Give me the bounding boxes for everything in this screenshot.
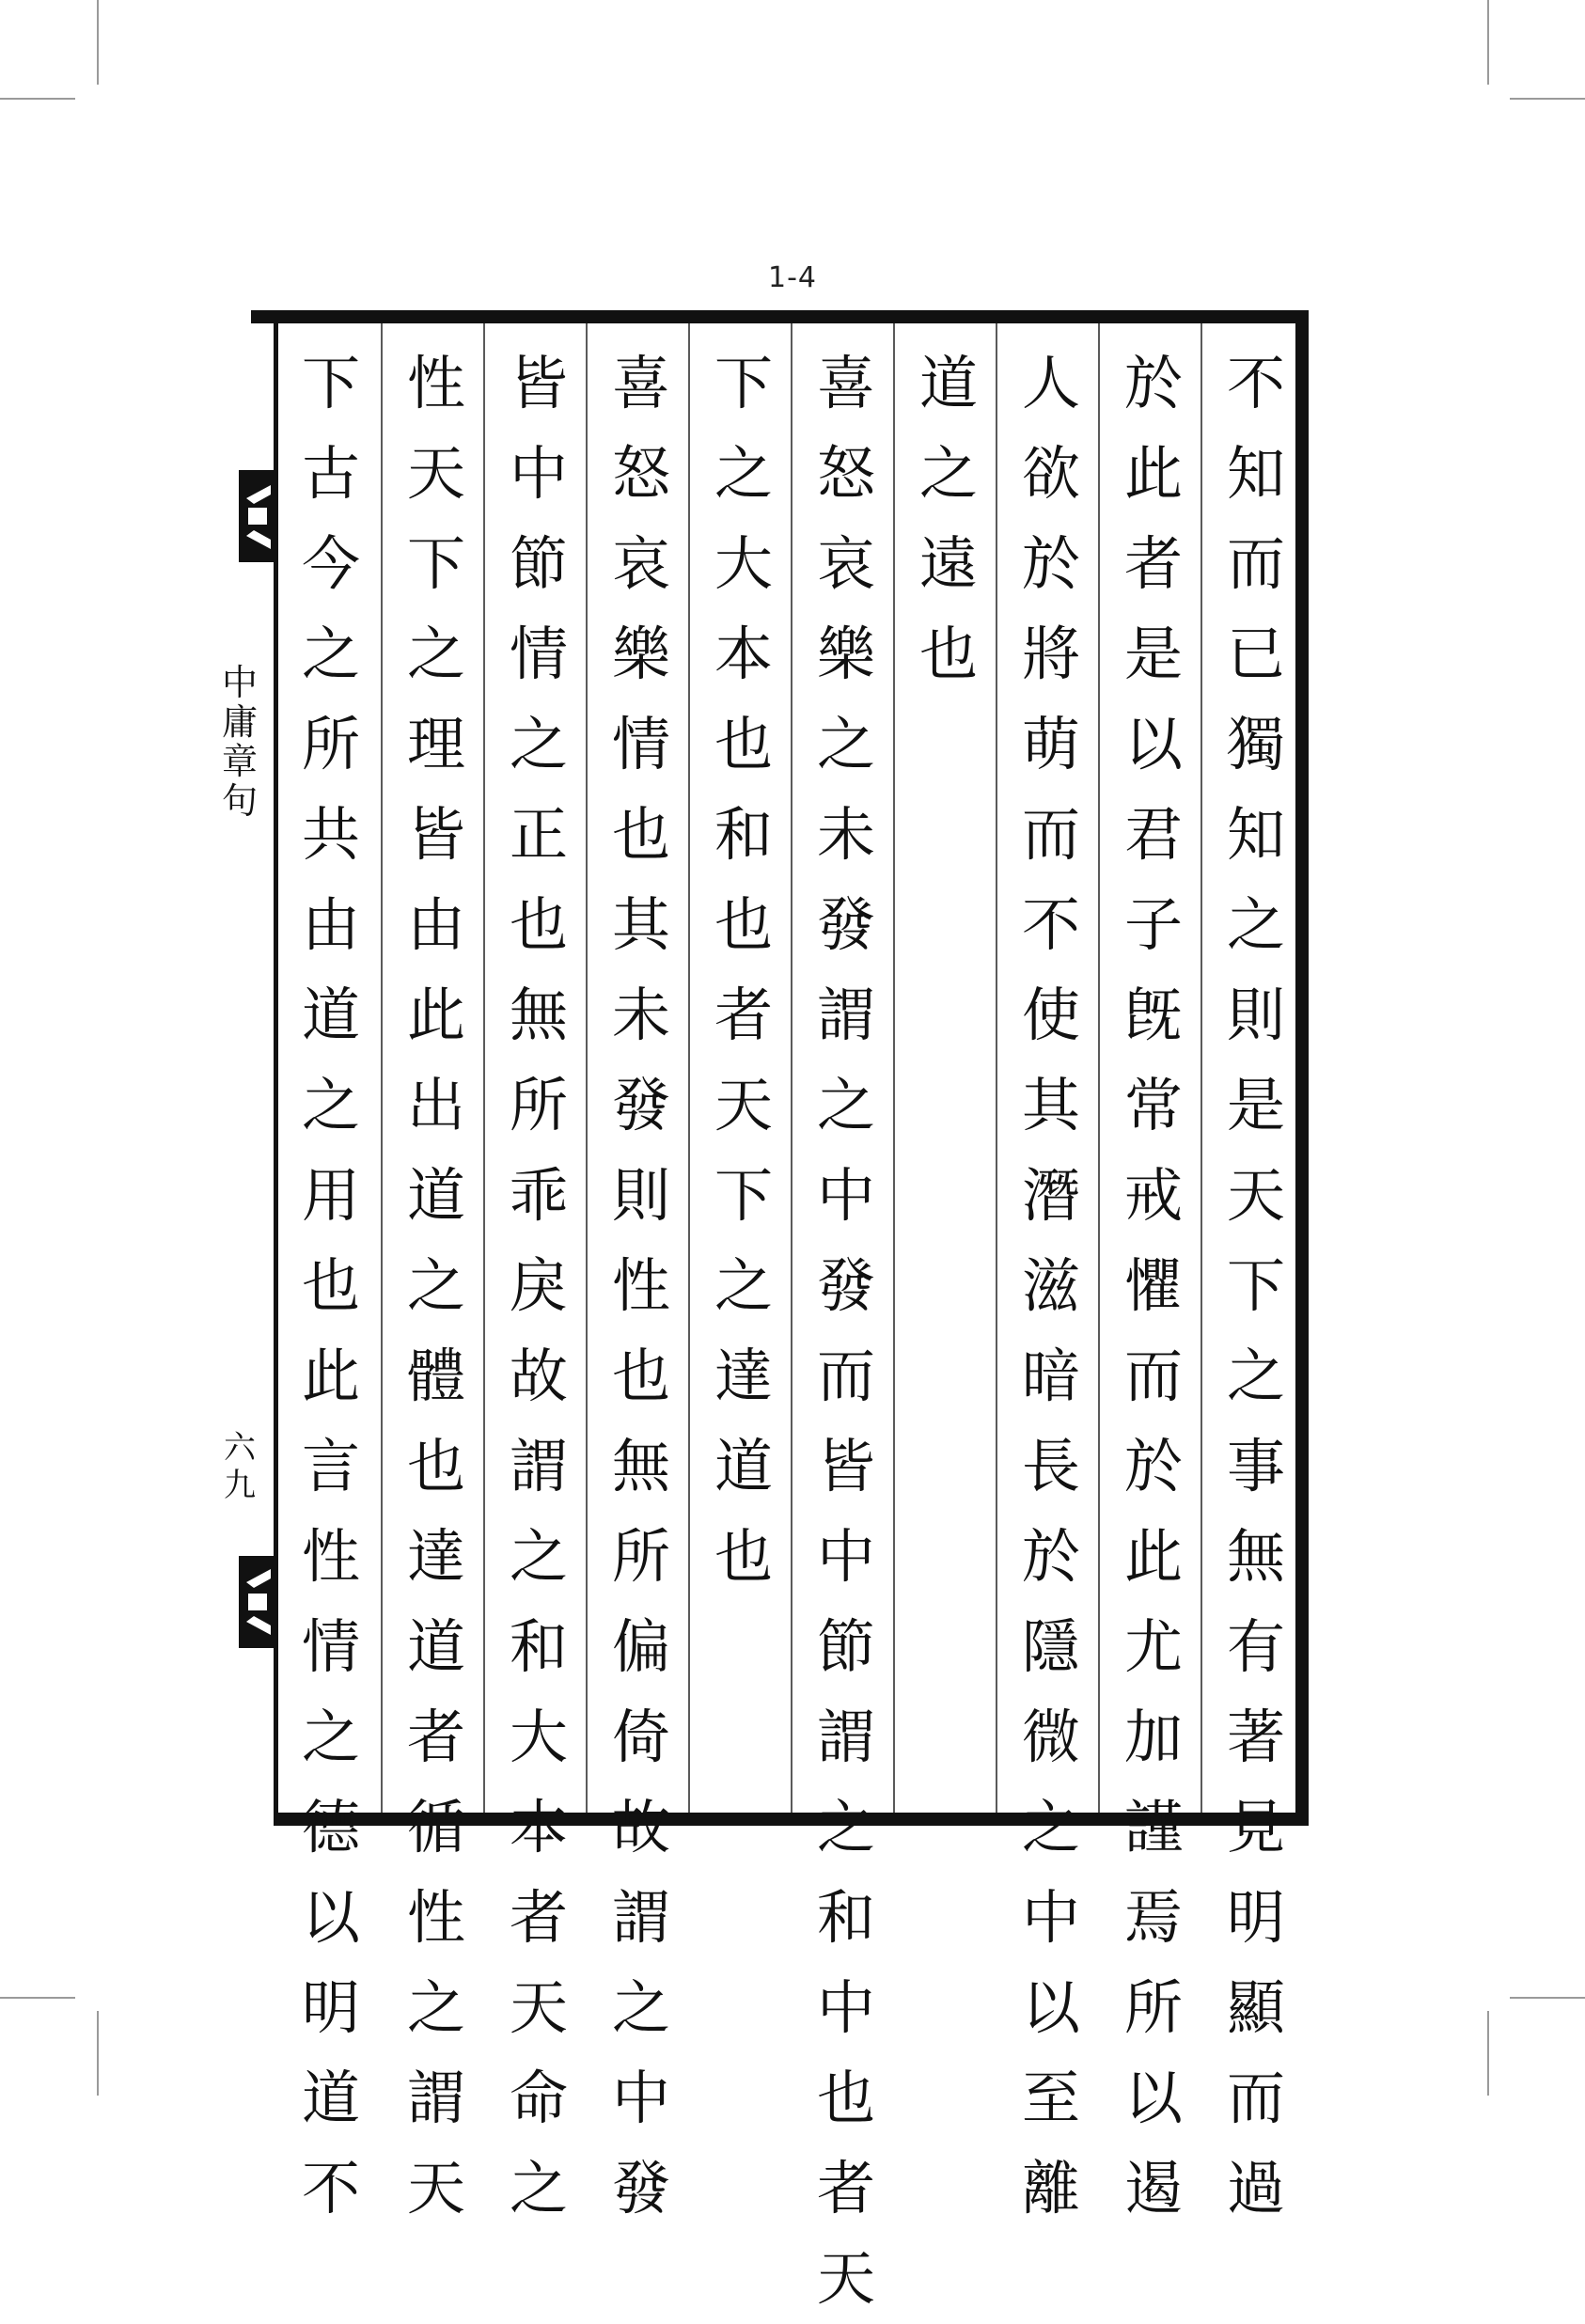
glyph: 達	[406, 1522, 465, 1591]
glyph: 哀	[611, 529, 670, 598]
glyph: 是	[1226, 1071, 1285, 1139]
glyph: 不	[1021, 890, 1080, 959]
glyph: 道	[714, 1432, 773, 1500]
glyph: 之	[406, 620, 465, 688]
glyph: 也	[918, 620, 978, 688]
glyph: 由	[406, 890, 465, 959]
glyph: 不	[1226, 349, 1285, 417]
glyph: 未	[816, 800, 875, 869]
glyph: 下	[714, 1161, 773, 1230]
glyph: 是	[1123, 620, 1183, 688]
glyph: 之	[816, 1071, 875, 1139]
glyph: 見	[1226, 1793, 1285, 1861]
glyph: 其	[1021, 1071, 1080, 1139]
glyph: 體	[406, 1342, 465, 1410]
glyph: 發	[816, 1251, 875, 1320]
glyph: 之	[509, 1522, 568, 1591]
glyph: 共	[301, 800, 360, 869]
text-column-3	[1002, 338, 1100, 2222]
crop-mark	[0, 98, 75, 100]
text-column-2	[1105, 338, 1202, 2222]
glyph: 道	[406, 1612, 465, 1681]
glyph: 倚	[611, 1703, 670, 1771]
glyph: 中	[611, 2064, 670, 2132]
crop-mark	[97, 2011, 99, 2096]
glyph: 之	[406, 1973, 465, 2042]
glyph: 庸	[221, 701, 258, 743]
glyph: 無	[611, 1432, 670, 1500]
glyph: 章	[221, 741, 258, 782]
glyph: 以	[1123, 710, 1183, 778]
glyph: 著	[1226, 1703, 1285, 1771]
glyph: 而	[1226, 529, 1285, 598]
glyph: 以	[301, 1883, 360, 1952]
glyph: 未	[611, 981, 670, 1049]
text-column-7	[592, 338, 690, 2222]
glyph: 其	[611, 890, 670, 959]
glyph: 中	[221, 662, 258, 703]
crop-mark	[1510, 98, 1585, 100]
glyph: 中	[816, 1973, 875, 2042]
glyph: 獨	[1226, 710, 1285, 778]
glyph: 至	[1021, 2064, 1080, 2132]
glyph: 潛	[1021, 1161, 1080, 1230]
glyph: 達	[714, 1342, 773, 1410]
glyph: 於	[1021, 529, 1080, 598]
glyph: 怒	[816, 439, 875, 508]
glyph: 也	[611, 1342, 670, 1410]
crop-mark	[97, 0, 99, 85]
glyph: 下	[1226, 1251, 1285, 1320]
glyph: 循	[406, 1793, 465, 1861]
glyph: 常	[1123, 1071, 1183, 1139]
glyph: 乖	[509, 1161, 568, 1230]
glyph: 情	[301, 1612, 360, 1681]
text-column-4	[900, 338, 997, 1805]
glyph: 下	[301, 349, 360, 417]
glyph: 今	[301, 529, 360, 598]
glyph: 使	[1021, 981, 1080, 1049]
glyph: 道	[406, 1161, 465, 1230]
glyph: 萌	[1021, 710, 1080, 778]
glyph: 喜	[611, 349, 670, 417]
glyph: 發	[611, 1071, 670, 1139]
glyph: 情	[509, 620, 568, 688]
glyph: 也	[714, 1522, 773, 1591]
glyph: 理	[406, 710, 465, 778]
glyph: 天	[816, 2244, 875, 2313]
glyph: 知	[1226, 439, 1285, 508]
glyph: 也	[509, 890, 568, 959]
glyph: 滋	[1021, 1251, 1080, 1320]
glyph: 謂	[816, 1703, 875, 1771]
text-column-10	[282, 338, 380, 2222]
glyph: 以	[1021, 1973, 1080, 2042]
glyph: 此	[1123, 1522, 1183, 1591]
glyph: 焉	[1123, 1883, 1183, 1952]
glyph: 本	[509, 1793, 568, 1861]
glyph: 君	[1123, 800, 1183, 869]
glyph: 則	[611, 1161, 670, 1230]
column-divider	[381, 323, 383, 1813]
page-code: 1-4	[768, 261, 817, 294]
glyph: 也	[714, 890, 773, 959]
glyph: 天	[406, 2154, 465, 2222]
glyph: 謂	[816, 981, 875, 1049]
glyph: 長	[1021, 1432, 1080, 1500]
glyph: 中	[509, 439, 568, 508]
glyph: 道	[301, 981, 360, 1049]
glyph: 之	[301, 1703, 360, 1771]
glyph: 之	[816, 710, 875, 778]
margin-title	[216, 663, 263, 821]
text-column-1	[1207, 338, 1305, 2222]
glyph: 已	[1226, 620, 1285, 688]
glyph: 故	[611, 1793, 670, 1861]
glyph: 節	[509, 529, 568, 598]
glyph: 六	[224, 1429, 256, 1467]
glyph: 言	[301, 1432, 360, 1500]
glyph: 也	[611, 800, 670, 869]
text-column-8	[490, 338, 588, 2222]
glyph: 也	[714, 710, 773, 778]
glyph: 者	[816, 2154, 875, 2222]
glyph: 戒	[1123, 1161, 1183, 1230]
glyph: 也	[406, 1432, 465, 1500]
glyph: 此	[406, 981, 465, 1049]
glyph: 和	[714, 800, 773, 869]
glyph: 以	[1123, 2064, 1183, 2132]
glyph: 和	[816, 1883, 875, 1952]
glyph: 天	[406, 439, 465, 508]
glyph: 發	[816, 890, 875, 959]
glyph: 將	[1021, 620, 1080, 688]
glyph: 大	[714, 529, 773, 598]
glyph: 之	[301, 620, 360, 688]
glyph: 暗	[1021, 1342, 1080, 1410]
glyph: 而	[816, 1342, 875, 1410]
glyph: 微	[1021, 1703, 1080, 1771]
glyph: 者	[1123, 529, 1183, 598]
glyph: 謂	[509, 1432, 568, 1500]
glyph: 人	[1021, 349, 1080, 417]
glyph: 大	[509, 1703, 568, 1771]
glyph: 中	[816, 1522, 875, 1591]
glyph: 之	[918, 439, 978, 508]
fishtail-ornament-bottom	[239, 1556, 276, 1648]
glyph: 所	[611, 1522, 670, 1591]
glyph: 者	[406, 1703, 465, 1771]
glyph: 所	[1123, 1973, 1183, 2042]
glyph: 中	[816, 1161, 875, 1230]
glyph: 句	[221, 780, 258, 822]
glyph: 天	[1226, 1161, 1285, 1230]
glyph: 德	[301, 1793, 360, 1861]
glyph: 謹	[1123, 1793, 1183, 1861]
glyph: 懼	[1123, 1251, 1183, 1320]
glyph: 之	[1226, 1342, 1285, 1410]
crop-mark	[1487, 0, 1489, 85]
glyph: 性	[406, 1883, 465, 1952]
glyph: 出	[406, 1071, 465, 1139]
glyph: 性	[611, 1251, 670, 1320]
glyph: 皆	[816, 1432, 875, 1500]
glyph: 子	[1123, 890, 1183, 959]
glyph: 道	[301, 2064, 360, 2132]
glyph: 節	[816, 1612, 875, 1681]
glyph: 欲	[1021, 439, 1080, 508]
glyph: 下	[406, 529, 465, 598]
glyph: 無	[509, 981, 568, 1049]
glyph: 之	[406, 1251, 465, 1320]
glyph: 此	[1123, 439, 1183, 508]
glyph: 而	[1021, 800, 1080, 869]
glyph: 遠	[918, 529, 978, 598]
glyph: 所	[509, 1071, 568, 1139]
glyph: 命	[509, 2064, 568, 2132]
crop-mark	[1487, 2011, 1489, 2096]
glyph: 而	[1226, 2064, 1285, 2132]
glyph: 謂	[611, 1883, 670, 1952]
glyph: 之	[301, 1071, 360, 1139]
glyph: 不	[301, 2154, 360, 2222]
glyph: 於	[1123, 1432, 1183, 1500]
glyph: 而	[1123, 1342, 1183, 1410]
glyph: 偏	[611, 1612, 670, 1681]
glyph: 過	[1226, 2154, 1285, 2222]
frame-border-top	[251, 310, 1309, 323]
glyph: 加	[1123, 1703, 1183, 1771]
glyph: 明	[301, 1973, 360, 2042]
glyph: 離	[1021, 2154, 1080, 2222]
glyph: 知	[1226, 800, 1285, 869]
glyph: 者	[714, 981, 773, 1049]
glyph: 故	[509, 1342, 568, 1410]
glyph: 尤	[1123, 1612, 1183, 1681]
glyph: 樂	[611, 620, 670, 688]
glyph: 於	[1123, 349, 1183, 417]
glyph: 之	[1226, 890, 1285, 959]
glyph: 道	[918, 349, 978, 417]
glyph: 天	[714, 1071, 773, 1139]
glyph: 也	[301, 1251, 360, 1320]
glyph: 正	[509, 800, 568, 869]
glyph: 之	[611, 1973, 670, 2042]
glyph: 也	[816, 2064, 875, 2132]
glyph: 顯	[1226, 1973, 1285, 2042]
folio-number	[216, 1429, 263, 1504]
glyph: 謂	[406, 2064, 465, 2132]
glyph: 旣	[1123, 981, 1183, 1049]
glyph: 下	[714, 349, 773, 417]
text-column-5	[797, 338, 895, 2313]
glyph: 之	[509, 2154, 568, 2222]
glyph: 則	[1226, 981, 1285, 1049]
glyph: 怒	[611, 439, 670, 508]
glyph: 無	[1226, 1522, 1285, 1591]
crop-mark	[0, 1997, 75, 1999]
text-column-9	[387, 338, 485, 2222]
glyph: 此	[301, 1342, 360, 1410]
glyph: 用	[301, 1161, 360, 1230]
glyph: 本	[714, 620, 773, 688]
glyph: 哀	[816, 529, 875, 598]
glyph: 皆	[406, 800, 465, 869]
glyph: 情	[611, 710, 670, 778]
glyph: 所	[301, 710, 360, 778]
glyph: 九	[224, 1467, 256, 1504]
crop-mark	[1510, 1997, 1585, 1999]
text-column-6	[695, 338, 792, 1805]
glyph: 事	[1226, 1432, 1285, 1500]
glyph: 古	[301, 439, 360, 508]
glyph: 遏	[1123, 2154, 1183, 2222]
glyph: 性	[406, 349, 465, 417]
glyph: 和	[509, 1612, 568, 1681]
glyph: 樂	[816, 620, 875, 688]
glyph: 有	[1226, 1612, 1285, 1681]
glyph: 性	[301, 1522, 360, 1591]
glyph: 中	[1021, 1883, 1080, 1952]
glyph: 之	[509, 710, 568, 778]
glyph: 於	[1021, 1522, 1080, 1591]
glyph: 皆	[509, 349, 568, 417]
glyph: 之	[816, 1793, 875, 1861]
glyph: 戾	[509, 1251, 568, 1320]
glyph: 之	[1021, 1793, 1080, 1861]
glyph: 隱	[1021, 1612, 1080, 1681]
glyph: 之	[714, 1251, 773, 1320]
glyph: 明	[1226, 1883, 1285, 1952]
glyph: 之	[714, 439, 773, 508]
glyph: 由	[301, 890, 360, 959]
glyph: 天	[509, 1973, 568, 2042]
fishtail-ornament-top	[239, 470, 276, 562]
glyph: 喜	[816, 349, 875, 417]
glyph: 發	[611, 2154, 670, 2222]
glyph: 者	[509, 1883, 568, 1952]
